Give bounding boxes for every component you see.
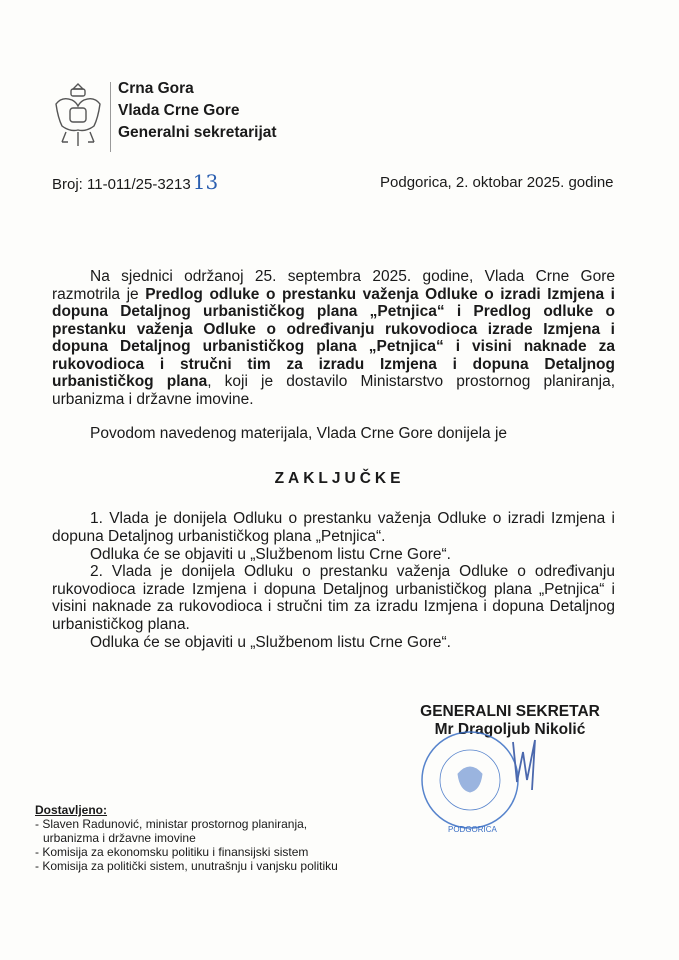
intro-bold-text: Predlog odluke o prestanku važenja Odluke o izradi Izmjena i dopuna Detaljnog urbanističkog plana „Petnjica“ i Predlog odluke o prestanku važenja Odluke o određivanju rukovodioca izrade Izmjena i dopuna Detaljnog urbanističkog plana „Petnjica“ i visini naknade za rukovodioca i stručni tim za izradu Izmjena i dopuna Detaljnog urbanističkog plana	[52, 285, 615, 390]
distribution-item: - Komisija za ekonomsku politiku i finansijski sistem	[35, 845, 309, 859]
distribution-list	[35, 803, 338, 873]
section-title: ZAKLJUČKE	[274, 470, 405, 487]
lead-paragraph: Povodom navedenog materijala, Vlada Crne Gore donijela je	[90, 425, 508, 442]
conclusion-1: 1. Vlada je donijela Odluku o prestanku važenja Odluke o izradi Izmjena i dopuna Detaljnog urbanističkog plana „Petnjica“.	[52, 510, 615, 545]
intro-text: Na sjednici održanoj 25. septembra 2025. godine, Vlada Crne Gore razmotrila je	[52, 268, 615, 303]
handwritten-annotation: 13	[192, 170, 219, 194]
signatory-name: Mr Dragoljub Nikolić	[434, 721, 586, 738]
header-divider	[110, 82, 111, 152]
official-stamp	[418, 722, 568, 842]
place-date: Podgorica, 2. oktobar 2025. godine	[380, 174, 614, 191]
distribution-item: - Komisija za politički sistem, unutrašnju i vanjsku politiku	[35, 859, 338, 873]
coat-of-arms-logo	[52, 80, 104, 152]
conclusion-2: 2. Vlada je donijela Odluku o prestanku važenja Odluke o određivanju rukovodioca izrade Izmjena i dopuna Detaljnog urbanističkog plana „Petnjica“ i visini naknade za rukovodioca i stručni tim za izradu Izmjena i dopuna Detaljnog urbanističkog plana.	[52, 563, 615, 633]
conclusion-1-note: Odluka će se objaviti u „Službenom listu Crne Gore“.	[90, 546, 451, 563]
office-name: Generalni sekretarijat	[118, 124, 277, 141]
signatory-title: GENERALNI SEKRETAR	[420, 703, 600, 720]
letterhead	[118, 78, 277, 144]
svg-text:PODGORICA: PODGORICA	[448, 825, 497, 834]
intro-paragraph	[52, 268, 615, 408]
intro-text-end: , koji je dostavilo Ministarstvo prostornog planiranja, urbanizma i državne imovine.	[52, 373, 616, 408]
distribution-item: - Slaven Radunović, ministar prostornog planiranja,	[35, 817, 308, 831]
country-name: Crna Gora	[118, 80, 194, 97]
distribution-item: urbanizma i državne imovine	[43, 831, 196, 845]
distribution-heading: Dostavljeno:	[35, 803, 108, 817]
conclusion-2-note: Odluka će se objaviti u „Službenom listu Crne Gore“.	[90, 634, 451, 651]
reference-number: Broj: 11-011/25-3213 13	[52, 170, 219, 194]
government-name: Vlada Crne Gore	[118, 102, 240, 119]
